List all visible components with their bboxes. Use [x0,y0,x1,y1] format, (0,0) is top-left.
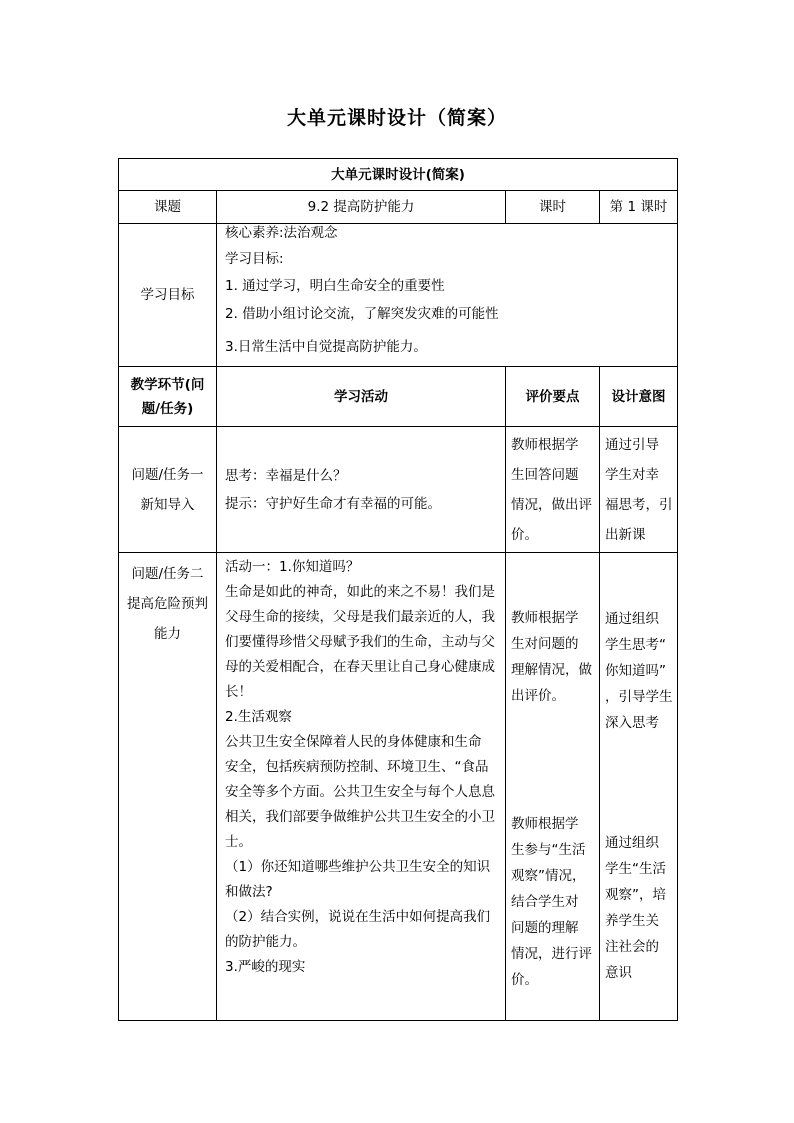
column-header-intent: 设计意图 [600,367,678,427]
evaluation-line: 情况，进行评 [511,946,592,962]
task2-stage [119,553,217,1021]
activity-line: 长！ [225,684,252,700]
intent-line: 通过组织 [605,835,659,851]
task1-activity [217,427,506,553]
intent-line: 你知道吗” [605,663,666,679]
intent-line: 深入思考 [605,715,659,731]
activity-line: 活动一：1.你知道吗？ [225,559,360,575]
activity-line: 安全等多个方面。公共卫生安全与每个人息息 [225,784,495,800]
task2-stage-line: 能力 [154,626,181,642]
objectives-content [217,224,678,367]
spacer [511,709,595,811]
activity-line: 生命是如此的神奇，如此的来之不易！我们是 [225,584,495,600]
spacer [605,736,673,830]
activity-line: 3.严峻的现实 [225,959,306,975]
lesson-design-table [118,158,678,1021]
intent-line: 学生思考“ [605,637,666,653]
evaluation-line: 价。 [511,526,538,543]
objectives-row [119,224,678,367]
evaluation-line: 观察”情况， [511,868,586,884]
evaluation-line: 生对问题的 [511,636,579,652]
task1-activity-line: 思考：幸福是什么？ [225,467,347,484]
intent-line: 通过引导 [605,436,659,453]
activity-line: 安全，包括疾病预防控制、环境卫生、“食品 [225,759,489,775]
evaluation-line: 教师根据学 [511,816,579,832]
intent-line: 学生对幸 [605,466,659,483]
intent-line: 注社会的 [605,939,659,955]
period-label: 课时 [506,191,600,224]
evaluation-line: 生参与“生活 [511,842,586,858]
document-title: 大单元课时设计（简案） [286,107,507,129]
column-header-row [119,367,678,427]
evaluation-line: 问题的理解 [511,920,579,936]
activity-line: 相关，我们部要争做维护公共卫生安全的小卫 [225,809,495,825]
table-header-row [119,159,678,191]
period-value: 第 1 课时 [600,191,678,224]
evaluation-line: 生回答问题 [511,466,579,483]
intent-line: ，引导学生 [605,689,673,705]
evaluation-line: 价。 [511,972,538,988]
evaluation-line: 教师根据学 [511,610,579,626]
activity-line: 母的关爱相配合，在春天里让自己身心健康成 [225,659,495,675]
table-header: 大单元课时设计(简案) [119,159,678,191]
evaluation-line: 出评价。 [511,688,565,704]
activity-line: 2.生活观察 [225,709,292,725]
task1-row [119,427,678,553]
task1-stage-line: 问题/任务一 [131,466,204,483]
task2-activity [217,553,506,1021]
activity-line: 们要懂得珍惜父母赋予我们的生命，主动与父 [225,634,495,650]
activity-line: 士。 [225,834,252,850]
activity-line: （1）你还知道哪些维护公共卫生安全的知识 [225,859,491,875]
activity-line: 父母生命的接续，父母是我们最亲近的人，我 [225,609,495,625]
objective-line: 2. 借助小组讨论交流，了解突发灾难的可能性 [225,306,499,322]
objective-line: 3.日常生活中自觉提高防护能力。 [225,339,427,355]
task1-activity-line: 提示：守护好生命才有幸福的可能。 [225,495,441,512]
evaluation-line: 教师根据学 [511,436,579,453]
activity-line: 的防护能力。 [225,934,306,950]
activity-line: 和做法? [225,884,273,900]
evaluation-line: 结合学生对 [511,894,579,910]
topic-value: 9.2 提高防护能力 [217,191,506,224]
task2-evaluation [506,553,600,1021]
intent-line: 意识 [605,965,632,981]
intent-line: 出新课 [605,526,646,543]
activity-line: （2）结合实例，说说在生活中如何提高我们 [225,909,491,925]
intent-line: 养学生关 [605,913,659,929]
task1-stage [119,427,217,553]
objectives-label: 学习目标 [119,224,217,367]
activity-line: 公共卫生安全保障着人民的身体健康和生命 [225,734,482,750]
intent-line: 福思考，引 [605,496,673,513]
evaluation-line: 情况，做出评 [511,496,592,513]
topic-row [119,191,678,224]
task1-evaluation [506,427,600,553]
column-header-stage: 教学环节(问题/任务) [119,367,217,427]
objective-line: 核心素养:法治观念 [225,225,338,241]
task2-intent [600,553,678,1021]
objective-line: 1. 通过学习，明白生命安全的重要性 [225,278,445,294]
task1-intent [600,427,678,553]
task1-stage-line: 新知导入 [140,496,195,513]
task2-stage-line: 提高危险预判 [127,596,208,612]
column-header-evaluation: 评价要点 [506,367,600,427]
intent-line: 观察”，培 [605,887,666,903]
column-header-activity: 学习活动 [217,367,506,427]
evaluation-line: 理解情况，做 [511,662,592,678]
intent-line: 通过组织 [605,611,659,627]
task2-stage-line: 问题/任务二 [131,566,204,582]
objective-line: 学习目标: [225,251,284,267]
topic-label: 课题 [119,191,217,224]
intent-line: 学生“生活 [605,861,666,877]
task2-row [119,553,678,1021]
